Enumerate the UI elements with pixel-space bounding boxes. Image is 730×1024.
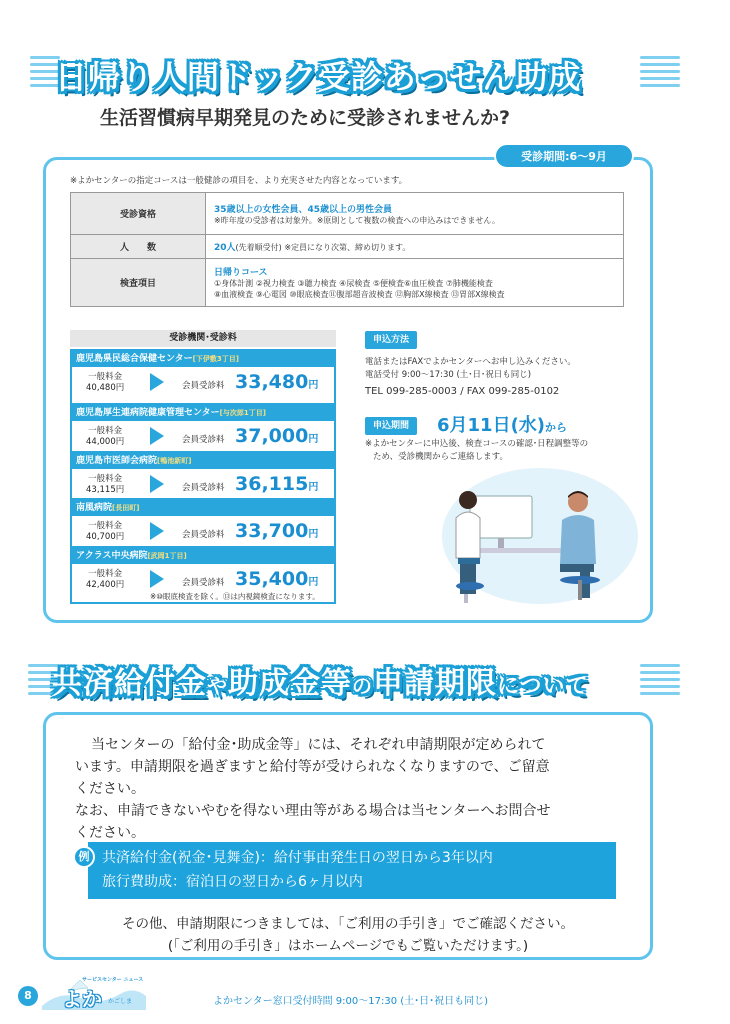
general-fee-value: 43,115円 <box>86 485 125 495</box>
general-fee <box>86 569 124 591</box>
title-part: について <box>497 674 589 699</box>
clinic-name-row <box>72 500 334 516</box>
apply-period-note-2: ため、受診機関からご連絡します。 <box>373 452 508 462</box>
eligibility-value <box>206 193 624 235</box>
member-fee-value <box>235 568 318 590</box>
logo-sub-text: かごしま <box>108 998 133 1005</box>
general-fee <box>86 426 124 448</box>
general-fee-label: 一般料金 <box>88 372 123 382</box>
eligibility-note: ※昨年度の受診者は対象外。※原則として複数の検査への申込みはできません。 <box>214 215 500 225</box>
apply-method-line-1: 電話またはFAXでよかセンターへお申し込みください。 <box>365 357 576 367</box>
general-fee-value: 40,480円 <box>86 383 125 393</box>
member-fee-number: 33,700 <box>235 520 309 542</box>
doctor-consultation-illustration <box>440 466 640 606</box>
deadline-paragraph <box>75 734 635 844</box>
clinic-location: [下伊敷3丁目] <box>192 355 239 363</box>
capacity-value <box>206 235 624 259</box>
general-fee-value: 40,700円 <box>86 532 125 542</box>
yen-unit: 円 <box>308 380 319 391</box>
general-fee-value: 42,400円 <box>86 580 125 590</box>
items-line-2: ⑧血液検査 ⑨心電図 ⑩眼底検査⑪腹部超音波検査 ⑫胸部X線検査 ⑬胃部X線検査 <box>214 290 505 299</box>
banner-stripes-right <box>640 56 680 96</box>
apply-period-suffix: から <box>545 421 568 434</box>
para-line-2: います。申請期限を過ぎますと給付等が受けられなくなりますので、ご留意 <box>75 759 550 775</box>
items-label: 検査項目 <box>71 259 206 307</box>
member-fee-label: 会員受診料 <box>182 530 225 540</box>
arrow-right-icon <box>150 427 164 445</box>
clinic-location: [武岡1丁目] <box>147 552 187 560</box>
clinic-name-row <box>72 405 334 421</box>
para-line-4: なお、申請できないやむを得ない理由等がある場合は当センターへお問合せ <box>75 803 551 819</box>
example-line-2: 旅行費助成：宿泊日の翌日から6ヶ月以内 <box>102 874 363 890</box>
items-line-1: ①身体計測 ②視力検査 ③聴力検査 ④尿検査 ⑤便検査⑥血圧検査 ⑦肺機能検査 <box>214 279 493 288</box>
member-fee-label: 会員受診料 <box>182 483 225 493</box>
clinic-location: [長田町] <box>112 504 140 512</box>
footer-hours: よかセンター窓口受付時間 9:00～17:30 (土･日･祝日も同じ) <box>213 996 489 1007</box>
apply-period-date: 6月11日(水) <box>437 415 546 436</box>
section2-title <box>52 658 589 702</box>
closing-line-2: (「ご利用の手引き」はホームページでもご覧いただけます。) <box>167 938 529 954</box>
intro-note: ※よかセンターの指定コースは一般健診の項目を、より充実させた内容となっています。 <box>70 176 408 186</box>
member-fee-value <box>235 425 318 447</box>
clinic-footnote: ※⑩眼底検査を除く。⑬は内視鏡検査になります。 <box>150 592 320 601</box>
general-fee-label: 一般料金 <box>88 426 123 436</box>
clinic-name: 鹿児島県民総合保健センター <box>76 354 193 364</box>
member-fee-value <box>235 520 318 542</box>
title-part: の <box>352 674 373 698</box>
clinics-header: 受診機関･受診料 <box>70 330 336 347</box>
member-fee-value <box>235 473 318 495</box>
clinic-name: 鹿児島厚生連病院健康管理センター <box>76 408 220 418</box>
title-part: や <box>207 674 228 698</box>
para-line-1: 当センターの「給付金･助成金等」には、それぞれ申請期限が定められて <box>91 737 546 753</box>
member-fee-number: 36,115 <box>235 473 309 495</box>
para-line-5: ください。 <box>75 825 145 841</box>
apply-method-text <box>365 356 576 382</box>
period-tab: 受診期間:6～9月 <box>494 143 634 169</box>
member-fee-label: 会員受診料 <box>182 578 225 588</box>
yen-unit: 円 <box>308 482 319 493</box>
title-part: 申請期限 <box>373 666 497 701</box>
yen-unit: 円 <box>308 529 319 540</box>
yen-unit: 円 <box>308 434 319 445</box>
clinic-name-row <box>72 548 334 564</box>
general-fee <box>86 372 124 394</box>
member-fee-number: 37,000 <box>235 425 309 447</box>
apply-period-note <box>365 438 588 464</box>
member-fee-number: 33,480 <box>235 371 309 393</box>
apply-period <box>437 411 567 437</box>
member-fee-label: 会員受診料 <box>182 435 225 445</box>
items-value <box>206 259 624 307</box>
general-fee <box>86 474 124 496</box>
clinic-name: アクラス中央病院 <box>76 551 148 561</box>
section1-subtitle: 生活習慣病早期発見のために受診されませんか? <box>100 107 511 129</box>
info-table <box>70 192 624 307</box>
apply-period-label: 申込期間 <box>365 417 417 435</box>
general-fee-label: 一般料金 <box>88 474 123 484</box>
apply-method-line-2: 電話受付 9:00～17:30 (土･日･祝日も同じ) <box>365 370 532 380</box>
capacity-main: 20人 <box>214 243 236 253</box>
apply-period-note-1: ※よかセンターに申込後、検査コースの確認･日程調整等の <box>365 439 589 449</box>
member-fee-label: 会員受診料 <box>182 381 225 391</box>
apply-method-label: 申込方法 <box>365 331 417 349</box>
general-fee <box>86 521 124 543</box>
title-part: 助成金等 <box>228 666 352 701</box>
example-line-1: 共済給付金(祝金･見舞金)：給付事由発生日の翌日から3年以内 <box>102 850 493 866</box>
arrow-right-icon <box>150 570 164 588</box>
general-fee-label: 一般料金 <box>88 569 123 579</box>
arrow-right-icon <box>150 522 164 540</box>
capacity-note: (先着順受付) ※定員になり次第、締め切ります。 <box>235 243 411 252</box>
capacity-label: 人 数 <box>71 235 206 259</box>
logo-top-text: サービスセンター ニュース <box>82 977 144 983</box>
page-number: 8 <box>18 986 38 1006</box>
arrow-right-icon <box>150 475 164 493</box>
closing-line-1: その他、申請期限につきましては、「ご利用の手引き」でご確認ください。 <box>122 916 574 932</box>
apply-tel: TEL 099-285-0003 / FAX 099-285-0102 <box>365 386 560 397</box>
example-box <box>88 842 616 899</box>
course-name: 日帰りコース <box>214 268 268 278</box>
clinic-name-row <box>72 351 334 367</box>
member-fee-number: 35,400 <box>235 568 309 590</box>
yen-unit: 円 <box>308 577 319 588</box>
section1-title: 日帰り人間ドック受診あっせん助成 <box>55 58 582 96</box>
clinic-name-row <box>72 453 334 469</box>
newsletter-logo <box>40 976 148 1012</box>
clinic-location: [与次郎1丁目] <box>219 409 266 417</box>
clinic-name: 鹿児島市医師会病院 <box>76 456 158 466</box>
clinic-name: 南風病院 <box>76 503 113 513</box>
banner-stripes-right <box>640 664 680 704</box>
general-fee-label: 一般料金 <box>88 521 123 531</box>
general-fee-value: 44,000円 <box>86 437 125 447</box>
logo-main-text: よか <box>62 987 102 1011</box>
eligibility-main: 35歳以上の女性会員、45歳以上の男性会員 <box>214 204 393 215</box>
title-part: 共済給付金 <box>52 666 207 701</box>
clinic-location: [鴨池新町] <box>157 457 192 465</box>
arrow-right-icon <box>150 373 164 391</box>
example-badge: 例 <box>73 846 95 868</box>
member-fee-value <box>235 371 318 393</box>
para-line-3: ください。 <box>75 781 145 797</box>
eligibility-label: 受診資格 <box>71 193 206 235</box>
